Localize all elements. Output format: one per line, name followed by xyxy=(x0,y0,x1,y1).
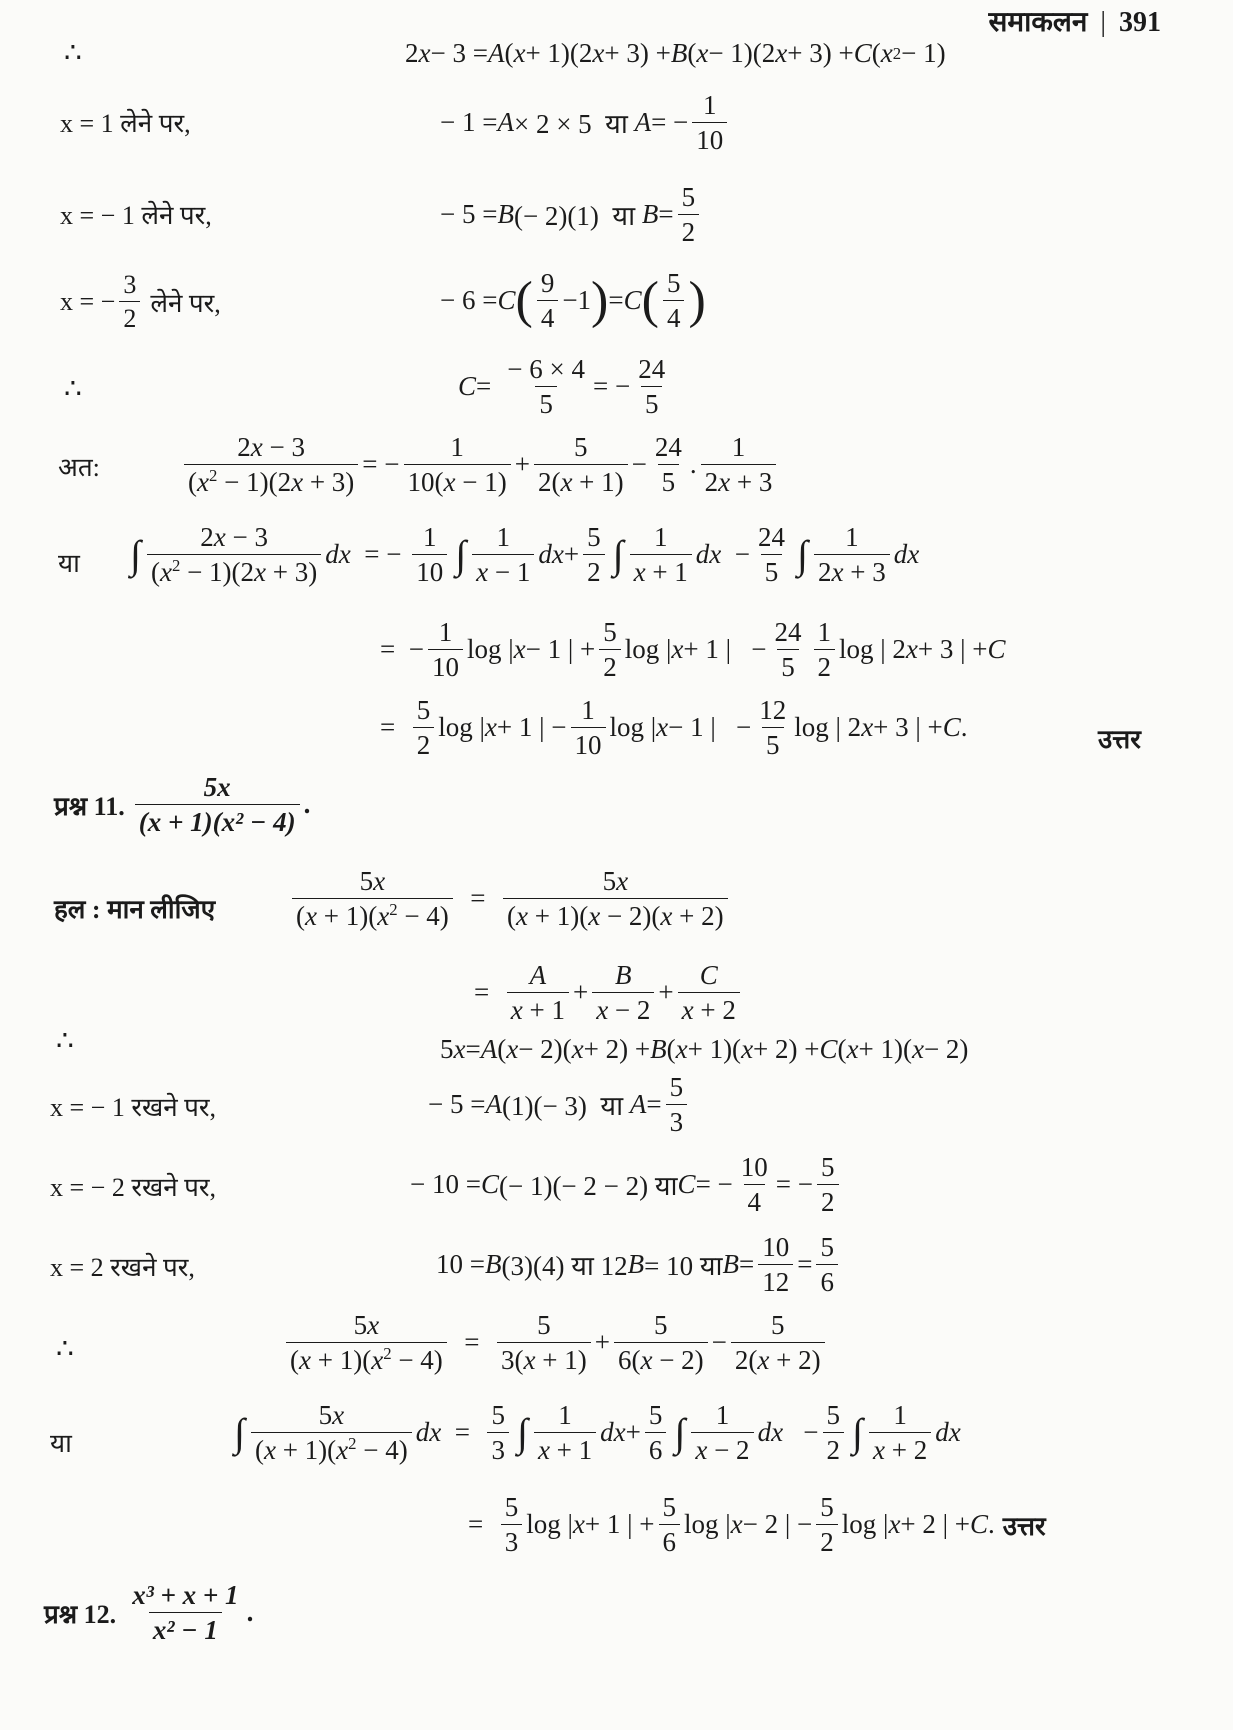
answer-label: उत्तर xyxy=(1002,1511,1046,1541)
label-ya: या xyxy=(50,1429,72,1458)
therefore-symbol: ∴ xyxy=(56,1026,74,1057)
equation-q11-a: − 5 = A (1)(− 3) या A = $\frac{5}{3}$ xyxy=(428,1072,691,1137)
equation-q11-integral-1: ∫ $\frac{5x}{(x + 1)(x^2 - 4)}$ dx = $\frac{5}{3}$ ∫ $\frac{1}{x + 1}$ dx + $\frac{5}{6}$ ∫ $\frac{1}{x - 2}$ dx − $\frac{5}{2}$ ∫ $\frac{1}{x + 2}$ dx xyxy=(234,1400,961,1466)
equation-integral-1: ∫ $\frac{2x - 3}{(x^2 - 1)(2x + 3)}$ dx = − $\frac{1}{10}$ ∫ $\frac{1}{x - 1}$ dx + $\frac{5}{2}$ ∫ $\frac{1}{x + 1}$ dx − $\frac{24}{5}$ ∫ $\frac{1}{2x + 3}$ dx xyxy=(130,522,920,588)
header-separator: | xyxy=(1100,7,1106,38)
equation-a-value: − 1 = A × 2 × 5 या A = − $\frac{1}{10}$ xyxy=(440,90,731,155)
equation-c-step: − 6 = C ( $\frac{9}{4}$ −1 ) = C ( $\frac{5}{4}$ ) xyxy=(440,268,706,334)
equation-line-1: 2 x − 3 = A ( x + 1)(2 x + 3) + B ( x − 1)(2 x + 3) + C ( x 2 − 1) xyxy=(405,38,946,68)
page-header xyxy=(988,2,1161,40)
equation-partial-fractions: $\frac{2x - 3}{(x^2 - 1)(2x + 3)}$ = − $\frac{1}{10(x - 1)}$ + $\frac{5}{2(x + 1)}$ − $\frac{24}{5}$ . $\frac{1}{2x + 3}$ xyxy=(180,432,780,497)
question-11-denominator: (x + 1)(x² − 4) xyxy=(135,804,300,837)
question-11: प्रश्न 11. $\frac{5x}{\text{(x + 1)(x² − 4)}}$ . xyxy=(54,772,311,838)
label-ya: या xyxy=(58,549,80,578)
equation-q11-abc: = $\frac{A}{x + 1}$ + $\frac{B}{x - 2}$ + $\frac{C}{x + 2}$ xyxy=(474,960,744,1025)
question-12-denominator: x² − 1 xyxy=(149,1612,222,1645)
question-11-numerator: 5x xyxy=(203,772,231,802)
question-12: प्रश्न 12. $\frac{\text{x³ + x + 1}}{\text{x² − 1}}$ . xyxy=(44,1580,254,1646)
label-x-equals-1: x = 1 लेने पर, xyxy=(60,109,191,138)
chapter-title: समाकलन xyxy=(988,7,1088,38)
answer-label: उत्तर xyxy=(1098,725,1141,754)
label-rakhne-2: x = 2 रखने पर, xyxy=(50,1253,195,1282)
therefore-symbol: ∴ xyxy=(64,374,82,405)
equation-q11-b: 10 = B (3)(4) या 12 B = 10 या B = $\frac{10}{12}$ = $\frac{5}{6}$ xyxy=(436,1232,842,1297)
label-x-equals-minus-3-2: x = − $\frac{3}{2}$ लेने पर, xyxy=(60,270,221,334)
label-hal: हल : मान लीजिए xyxy=(54,895,216,924)
label-x-equals-minus-1: x = − 1 लेने पर, xyxy=(60,201,212,230)
equation-q11-decompose: $\frac{5x}{(x + 1)(x^2 - 4)}$ = $\frac{5x}{(x + 1)(x - 2)(x + 2)}$ xyxy=(288,866,732,931)
equation-b-value: − 5 = B (− 2)(1) या B = $\frac{5}{2}$ xyxy=(440,182,703,247)
equation-q11-identity: 5 x = A ( x − 2)( x + 2) + B ( x + 1)( x + 2) + C ( x + 1)( x − 2) xyxy=(440,1034,969,1064)
equation-q11-result: $\frac{5x}{(x + 1)(x^2 - 4)}$ = $\frac{5}{3(x + 1)}$ + $\frac{5}{6(x - 2)}$ − $\frac{5}{2(x + 2)}$ xyxy=(282,1310,829,1375)
label-rakhne-minus-1: x = − 1 रखने पर, xyxy=(50,1093,217,1122)
equation-c-value: C = $\frac{- 6 \times 4}{5}$ = − $\frac{24}{5}$ xyxy=(458,354,666,420)
equation-q11-c: − 10 = C (− 1)(− 2 − 2) या C = − $\frac{10}{4}$ = − $\frac{5}{2}$ xyxy=(410,1152,843,1217)
therefore-symbol: ∴ xyxy=(56,1334,74,1365)
equation-integral-3: = $\frac{5}{2}$ log | x + 1 | − $\frac{1}{10}$ log | x − 1 | − $\frac{12}{5}$ log | 2 x + 3 | + C . xyxy=(380,695,968,761)
question-12-numerator: x³ + x + 1 xyxy=(132,1580,239,1610)
question-11-label: प्रश्न 11. xyxy=(54,791,125,821)
therefore-symbol: ∴ xyxy=(64,38,82,69)
question-12-label: प्रश्न 12. xyxy=(44,1599,117,1629)
equation-q11-integral-2: = $\frac{5}{3}$ log | x + 1 | + $\frac{5}{6}$ log | x − 2 | − $\frac{5}{2}$ log | x + 2 | + C . उत्तर xyxy=(468,1492,1046,1558)
label-rakhne-minus-2: x = − 2 रखने पर, xyxy=(50,1173,217,1202)
label-atah: अत: xyxy=(58,453,100,482)
equation-integral-2: = − $\frac{1}{10}$ log | x − 1 | + $\frac{5}{2}$ log | x + 1 | − $\frac{24}{5}$ $\frac{1}{2}$ log | 2 x + 3 | + C xyxy=(380,617,1006,683)
page-number: 391 xyxy=(1119,7,1161,38)
